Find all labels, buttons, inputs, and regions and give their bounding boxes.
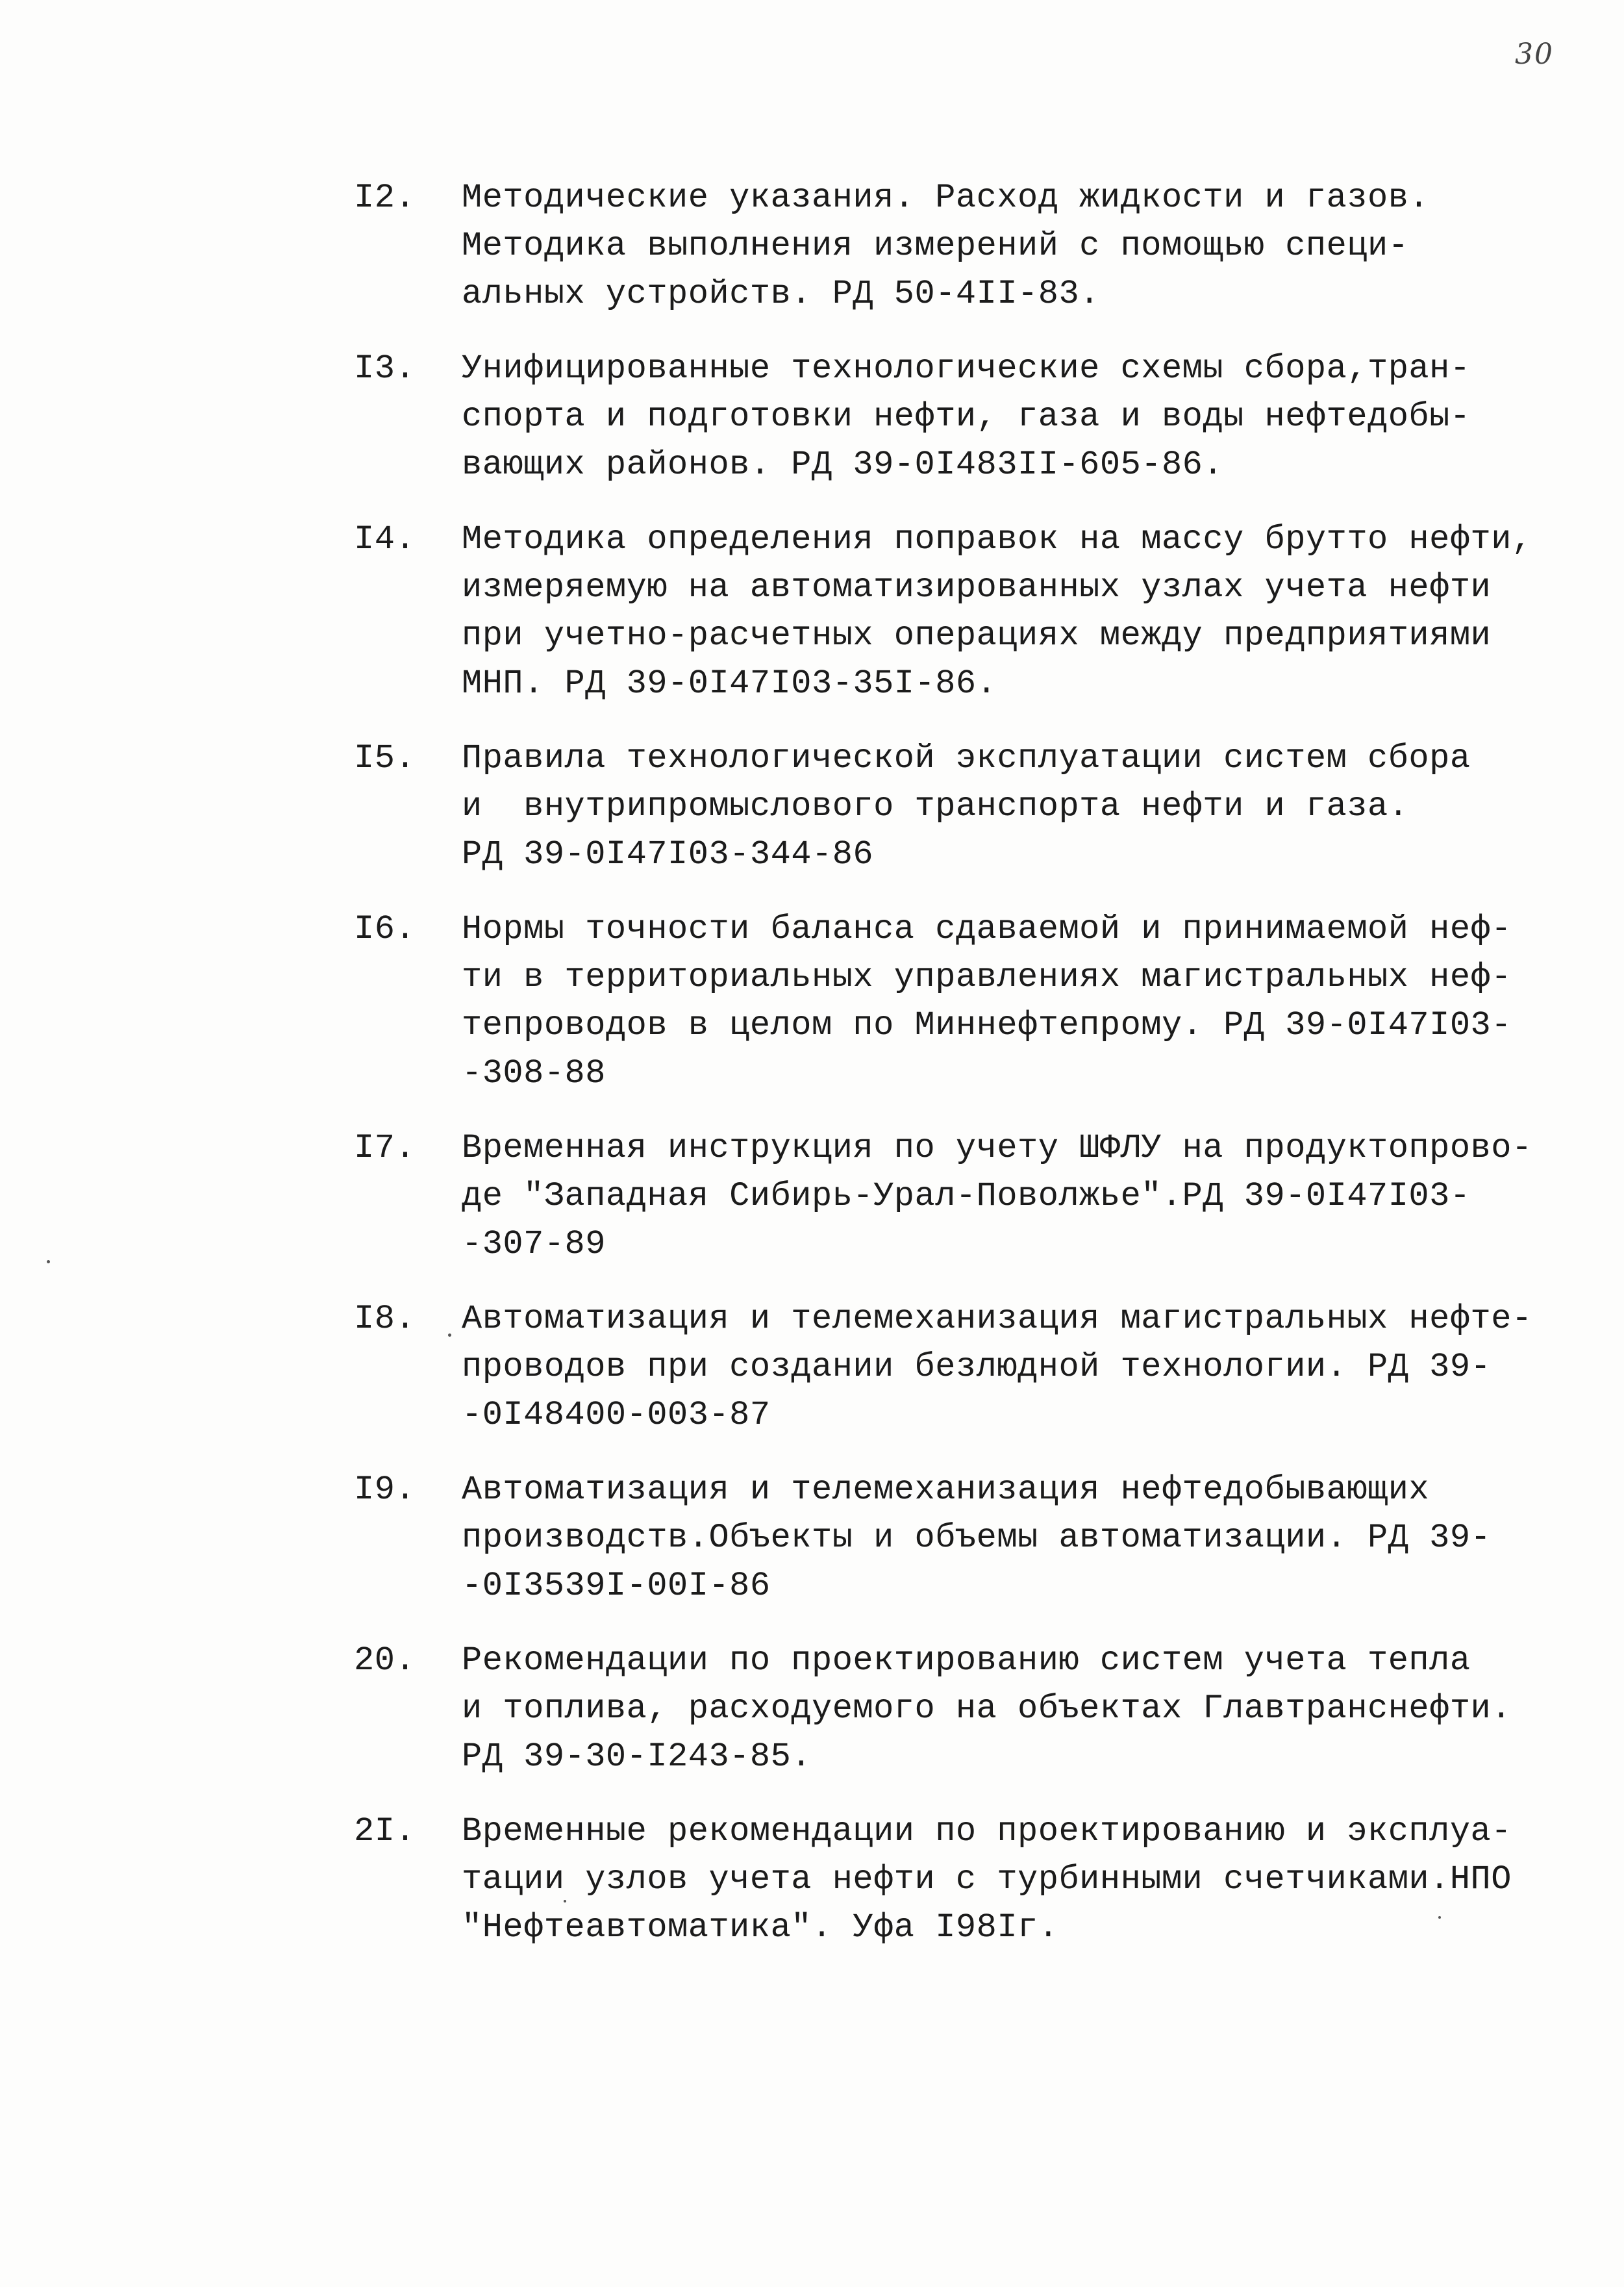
entry-line: тепроводов в целом по Миннефтепрому. РД 39-0I47I03- [462,1006,1512,1044]
list-item [354,735,1575,879]
entry-line: Методические указания. Расход жидкости и газов. [462,179,1430,217]
entry-line: РД 39-30-I243-85. [462,1737,812,1776]
list-item [354,1466,1575,1610]
entry-line: производств.Объекты и объемы автоматизации. РД 39- [462,1519,1492,1557]
list-item [354,1124,1575,1269]
entry-number: 2I. [354,1812,416,1851]
entry-line: МНП. РД 39-0I47I03-35I-86. [462,664,997,703]
bibliography-list [354,174,1575,1978]
entry-line: Нормы точности баланса сдаваемой и принимаемой неф- [462,910,1512,948]
list-item [354,345,1575,489]
list-item [354,516,1575,708]
scan-speck [47,1260,50,1263]
entry-number: I3. [354,349,416,388]
entry-line: Методика выполнения измерений с помощью специ- [462,227,1409,265]
entry-line: Автоматизация и телемеханизация нефтедобывающих [462,1471,1430,1509]
entry-line: при учетно-расчетных операциях между предприятиями [462,616,1492,655]
scan-speck [1438,1916,1441,1919]
entry-line: -308-88 [462,1054,606,1093]
entry-line: Рекомендации по проектированию систем учета тепла [462,1641,1471,1680]
entry-line: "Нефтеавтоматика". Уфа I98Iг. [462,1908,1059,1947]
list-item [354,174,1575,318]
entry-line: Правила технологической эксплуатации систем сбора [462,739,1471,777]
entry-line: проводов при создании безлюдной технологии. РД 39- [462,1348,1492,1386]
entry-number: I8. [354,1300,416,1338]
list-item [354,905,1575,1098]
entry-number: I9. [354,1471,416,1509]
page-number: 30 [1515,38,1554,71]
scan-speck [564,1900,566,1902]
entry-number: 20. [354,1641,416,1680]
entry-number: I4. [354,520,416,559]
entry-number: I2. [354,179,416,217]
scan-speck [448,1333,451,1337]
entry-number: I6. [354,910,416,948]
entry-line: и топлива, расходуемого на объектах Главтранснефти. [462,1689,1512,1728]
entry-line: -0I3539I-00I-86 [462,1567,771,1605]
list-item [354,1295,1575,1439]
entry-line: ти в территориальных управлениях магистральных неф- [462,958,1512,996]
entry-line: измеряемую на автоматизированных узлах учета нефти [462,568,1492,607]
list-item [354,1808,1575,1952]
entry-line: Временная инструкция по учету ШФЛУ на продуктопрово- [462,1129,1532,1167]
entry-line: Временные рекомендации по проектированию и эксплуа- [462,1812,1512,1851]
list-item [354,1637,1575,1781]
entry-line: вающих районов. РД 39-0I483II-605-86. [462,446,1224,484]
entry-line: -307-89 [462,1225,606,1263]
entry-line: тации узлов учета нефти с турбинными счетчиками.НПО [462,1860,1512,1899]
entry-line: альных устройств. РД 50-4II-83. [462,275,1100,313]
entry-number: I5. [354,739,416,777]
entry-line: РД 39-0I47I03-344-86 [462,835,874,874]
entry-line: Унифицированные технологические схемы сбора,тран- [462,349,1471,388]
entry-line: спорта и подготовки нефти, газа и воды нефтедобы- [462,398,1471,436]
entry-line: -0I48400-003-87 [462,1396,771,1434]
entry-line: и внутрипромыслового транспорта нефти и газа. [462,787,1409,826]
entry-line: де "Западная Сибирь-Урал-Поволжье".РД 39-0I47I03- [462,1177,1471,1215]
entry-line: Методика определения поправок на массу брутто нефти, [462,520,1532,559]
entry-line: Автоматизация и телемеханизация магистральных нефте- [462,1300,1532,1338]
entry-number: I7. [354,1129,416,1167]
